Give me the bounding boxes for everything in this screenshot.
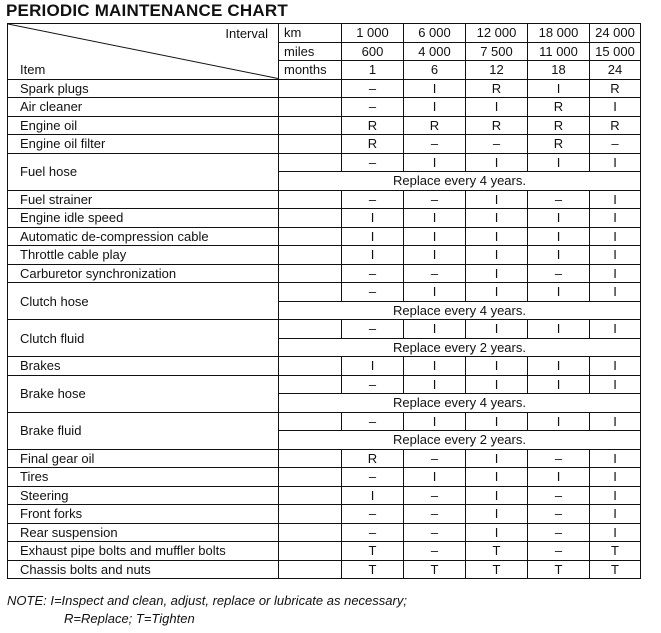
item-name: Rear suspension [8,523,279,542]
schedule-cell: I [466,246,528,265]
unit-blank-cell [279,190,342,209]
table-row [8,153,641,172]
table-row [8,116,641,135]
unit-blank-cell [279,246,342,265]
interval-item-header [8,24,279,80]
schedule-cell: I [590,209,641,228]
col-km: 24 000 [590,24,641,43]
unit-km: km [279,24,342,43]
schedule-cell: I [590,523,641,542]
schedule-cell: I [528,468,590,487]
unit-blank-cell [279,468,342,487]
item-name: Exhaust pipe bolts and muffler bolts [8,542,279,561]
schedule-cell: I [590,468,641,487]
schedule-cell: I [528,357,590,376]
unit-blank-cell [279,209,342,228]
col-months: 1 [342,61,404,80]
unit-blank-cell [279,79,342,98]
replace-note: Replace every 4 years. [279,172,641,191]
unit-blank-cell [279,523,342,542]
schedule-cell: I [590,98,641,117]
schedule-cell: – [342,505,404,524]
note-line-2: R=Replace; T=Tighten [64,611,195,626]
schedule-cell: I [466,357,528,376]
schedule-cell: – [342,283,404,302]
unit-blank-cell [279,116,342,135]
table-row [8,79,641,98]
item-name: Front forks [8,505,279,524]
item-name: Clutch fluid [8,320,279,357]
schedule-cell: I [590,505,641,524]
schedule-cell: I [404,283,466,302]
table-row [8,264,641,283]
schedule-cell: I [590,357,641,376]
schedule-cell: R [528,98,590,117]
item-name: Brake hose [8,375,279,412]
schedule-cell: I [466,523,528,542]
item-name: Carburetor synchronization [8,264,279,283]
schedule-cell: I [404,412,466,431]
unit-miles: miles [279,42,342,61]
unit-blank-cell [279,283,342,302]
schedule-cell: R [590,116,641,135]
page-title: PERIODIC MAINTENANCE CHART [6,1,288,20]
schedule-cell: I [466,486,528,505]
schedule-cell: I [404,357,466,376]
item-name: Air cleaner [8,98,279,117]
schedule-cell: I [342,246,404,265]
schedule-cell: – [342,264,404,283]
schedule-cell: – [404,190,466,209]
schedule-cell: – [528,542,590,561]
schedule-cell: – [342,468,404,487]
schedule-cell: T [342,560,404,579]
col-months: 12 [466,61,528,80]
unit-months: months [279,61,342,80]
schedule-cell: T [528,560,590,579]
schedule-cell: I [590,283,641,302]
schedule-cell: I [466,227,528,246]
schedule-cell: – [528,264,590,283]
col-km: 1 000 [342,24,404,43]
schedule-cell: I [466,190,528,209]
table-row [8,209,641,228]
unit-blank-cell [279,227,342,246]
schedule-cell: R [342,116,404,135]
table-row [8,375,641,394]
schedule-cell: I [590,412,641,431]
col-miles: 4 000 [404,42,466,61]
schedule-cell: I [404,79,466,98]
schedule-cell: I [528,79,590,98]
schedule-cell: I [342,357,404,376]
schedule-cell: – [528,190,590,209]
item-name: Final gear oil [8,449,279,468]
schedule-cell: I [466,505,528,524]
col-miles: 15 000 [590,42,641,61]
unit-blank-cell [279,135,342,154]
schedule-cell: I [590,375,641,394]
schedule-cell: I [466,153,528,172]
item-name: Fuel hose [8,153,279,190]
col-km: 6 000 [404,24,466,43]
item-name: Fuel strainer [8,190,279,209]
schedule-cell: R [528,135,590,154]
schedule-cell: I [404,98,466,117]
schedule-cell: I [466,264,528,283]
unit-blank-cell [279,560,342,579]
schedule-cell: I [466,412,528,431]
schedule-cell: I [528,227,590,246]
col-miles: 7 500 [466,42,528,61]
table-row [8,283,641,302]
schedule-cell: R [342,449,404,468]
table-row [8,449,641,468]
schedule-cell: I [466,283,528,302]
item-name: Chassis bolts and nuts [8,560,279,579]
schedule-cell: – [342,79,404,98]
schedule-cell: T [590,542,641,561]
schedule-cell: R [342,135,404,154]
schedule-cell: – [404,505,466,524]
schedule-cell: I [590,264,641,283]
schedule-cell: – [590,135,641,154]
schedule-cell: T [466,542,528,561]
unit-blank-cell [279,486,342,505]
schedule-cell: I [590,227,641,246]
table-row [8,246,641,265]
schedule-cell: I [590,246,641,265]
item-name: Engine oil filter [8,135,279,154]
replace-note: Replace every 4 years. [279,301,641,320]
schedule-cell: I [342,227,404,246]
schedule-cell: R [528,116,590,135]
schedule-cell: I [528,375,590,394]
table-row [8,542,641,561]
schedule-cell: – [528,505,590,524]
replace-note: Replace every 2 years. [279,431,641,450]
col-months: 6 [404,61,466,80]
col-km: 18 000 [528,24,590,43]
table-row [8,227,641,246]
schedule-cell: I [404,320,466,339]
unit-blank-cell [279,505,342,524]
header-row-km [8,24,641,43]
schedule-cell: I [466,375,528,394]
schedule-cell: I [528,153,590,172]
schedule-cell: – [404,135,466,154]
replace-note: Replace every 4 years. [279,394,641,413]
schedule-cell: I [466,449,528,468]
schedule-cell: I [528,320,590,339]
schedule-cell: I [528,412,590,431]
schedule-cell: I [404,246,466,265]
unit-blank-cell [279,320,342,339]
schedule-cell: T [590,560,641,579]
item-label: Item [20,61,46,77]
schedule-cell: I [404,468,466,487]
schedule-cell: – [404,449,466,468]
item-name: Clutch hose [8,283,279,320]
schedule-cell: T [342,542,404,561]
schedule-cell: I [590,190,641,209]
col-months: 18 [528,61,590,80]
table-row [8,98,641,117]
maintenance-table [7,23,641,579]
schedule-cell: I [590,486,641,505]
schedule-cell: – [404,486,466,505]
schedule-cell: I [528,209,590,228]
schedule-cell: R [466,79,528,98]
col-miles: 11 000 [528,42,590,61]
table-row [8,357,641,376]
schedule-cell: – [466,135,528,154]
interval-label: Interval [225,26,268,41]
table-row [8,560,641,579]
unit-blank-cell [279,542,342,561]
schedule-cell: I [466,320,528,339]
item-name: Engine idle speed [8,209,279,228]
schedule-cell: T [404,560,466,579]
schedule-cell: – [404,264,466,283]
schedule-cell: – [342,320,404,339]
col-km: 12 000 [466,24,528,43]
schedule-cell: I [466,209,528,228]
schedule-cell: I [342,486,404,505]
schedule-cell: – [528,523,590,542]
schedule-cell: – [528,486,590,505]
schedule-cell: I [404,209,466,228]
schedule-cell: – [342,375,404,394]
schedule-cell: R [404,116,466,135]
table-row [8,505,641,524]
table-row [8,523,641,542]
table-row [8,135,641,154]
replace-note: Replace every 2 years. [279,338,641,357]
item-name: Throttle cable play [8,246,279,265]
col-months: 24 [590,61,641,80]
item-name: Brakes [8,357,279,376]
schedule-cell: I [528,283,590,302]
unit-blank-cell [279,449,342,468]
schedule-cell: I [466,468,528,487]
schedule-cell: R [466,116,528,135]
item-name: Tires [8,468,279,487]
schedule-cell: I [404,227,466,246]
unit-blank-cell [279,153,342,172]
unit-blank-cell [279,375,342,394]
schedule-cell: – [404,523,466,542]
schedule-cell: I [404,153,466,172]
item-name: Engine oil [8,116,279,135]
item-name: Steering [8,486,279,505]
schedule-cell: I [590,153,641,172]
schedule-cell: T [466,560,528,579]
schedule-cell: I [466,98,528,117]
schedule-cell: R [590,79,641,98]
unit-blank-cell [279,412,342,431]
unit-blank-cell [279,264,342,283]
table-row [8,486,641,505]
table-row [8,190,641,209]
schedule-cell: – [342,190,404,209]
item-name: Brake fluid [8,412,279,449]
schedule-cell: I [590,449,641,468]
unit-blank-cell [279,98,342,117]
item-name: Spark plugs [8,79,279,98]
schedule-cell: – [342,153,404,172]
schedule-cell: – [404,542,466,561]
table-row [8,412,641,431]
schedule-cell: I [404,375,466,394]
schedule-cell: – [342,98,404,117]
table-row [8,468,641,487]
table-row [8,320,641,339]
unit-blank-cell [279,357,342,376]
note-line-1: NOTE: I=Inspect and clean, adjust, replace or lubricate as necessary; [7,593,407,608]
schedule-cell: I [528,246,590,265]
item-name: Automatic de-compression cable [8,227,279,246]
schedule-cell: I [342,209,404,228]
schedule-cell: – [342,412,404,431]
col-miles: 600 [342,42,404,61]
schedule-cell: – [528,449,590,468]
schedule-cell: I [590,320,641,339]
schedule-cell: – [342,523,404,542]
